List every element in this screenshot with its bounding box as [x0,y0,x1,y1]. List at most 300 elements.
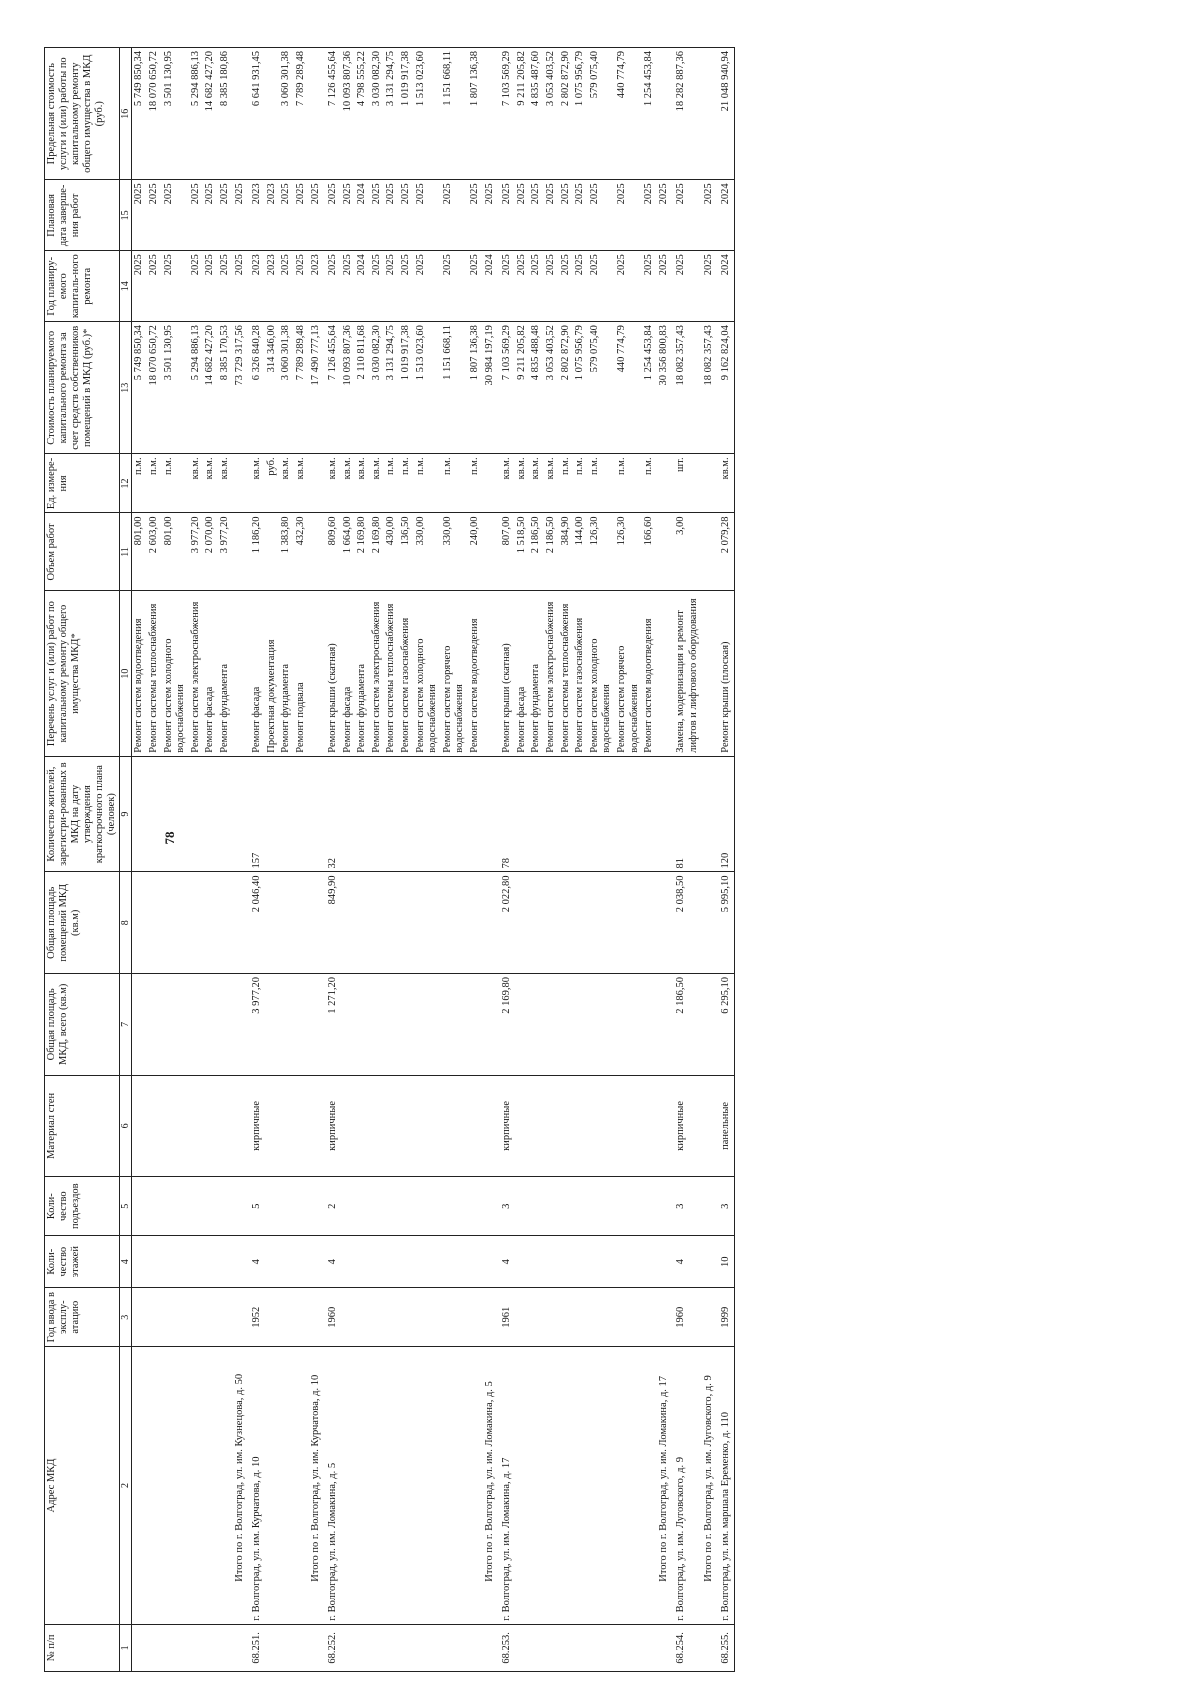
cost-cell: 7 103 569,29 [497,322,515,454]
entrances-cell [529,1177,544,1236]
header-rooms-area: Общая площадь помещений МКД (кв.м) [45,872,120,974]
row-number-cell [529,1624,544,1671]
completion-date-cell: 2025 [384,180,399,251]
work-item-cell [309,591,324,756]
floors-cell [468,1236,483,1288]
floors-cell [265,1236,280,1288]
work-volume-cell: 2 603,00 [147,513,162,591]
work-item-cell: Ремонт фасада [203,591,218,756]
work-volume-cell [702,513,717,591]
completion-date-cell: 2025 [573,180,588,251]
repair-year-cell: 2025 [573,251,588,322]
unit-cell: кв.м. [341,454,356,513]
work-volume-cell [657,513,672,591]
residents-cell [294,756,309,872]
table-row [615,48,642,1672]
completion-date-cell: 2025 [497,180,515,251]
address-cell: г. Волгоград, ул. им. Луговского, д. 9 [671,1347,701,1625]
wall-material-cell [414,1075,441,1177]
row-number-cell [559,1624,574,1671]
address-cell [544,1347,559,1625]
table-row [189,48,204,1672]
entrances-cell: 2 [323,1177,341,1236]
table-row [559,48,574,1672]
year-built-cell [341,1288,356,1347]
residents-cell [529,756,544,872]
unit-cell: кв.м. [279,454,294,513]
wall-material-cell [559,1075,574,1177]
work-volume-cell: 801,00 [162,513,189,591]
entrances-cell [384,1177,399,1236]
work-volume-cell: 384,90 [559,513,574,591]
floors-cell [132,1236,147,1288]
repair-year-cell: 2025 [544,251,559,322]
entrances-cell [203,1177,218,1236]
unit-cell: п.м. [441,454,468,513]
completion-date-cell: 2025 [294,180,309,251]
work-volume-cell: 2 186,50 [529,513,544,591]
rooms-area-cell [657,872,672,974]
residents-cell [399,756,414,872]
repair-year-cell: 2025 [441,251,468,322]
completion-date-cell: 2025 [323,180,341,251]
total-area-cell [441,974,468,1076]
entrances-cell [702,1177,717,1236]
table-row [147,48,162,1672]
rooms-area-cell [233,872,248,974]
work-item-cell: Ремонт систем электроснабжения [370,591,385,756]
total-area-cell [265,974,280,1076]
entrances-cell [642,1177,657,1236]
table-row [323,48,341,1672]
row-number-cell: 68.255. [716,1624,734,1671]
repair-year-cell: 2025 [323,251,341,322]
row-number-cell [147,1624,162,1671]
floors-cell [162,1236,189,1288]
rooms-area-cell [309,872,324,974]
residents-cell [615,756,642,872]
wall-material-cell [309,1075,324,1177]
rooms-area-cell [615,872,642,974]
work-item-cell: Ремонт крыши (скатная) [497,591,515,756]
limit-cost-cell: 4 835 487,60 [529,48,544,180]
wall-material-cell [544,1075,559,1177]
table-row [370,48,385,1672]
repair-year-cell: 2024 [716,251,734,322]
floors-cell [615,1236,642,1288]
completion-date-cell: 2025 [515,180,530,251]
address-cell: Итого по г. Волгоград, ул. им. Ломакина, д. 17 [657,1347,672,1625]
row-number-cell: 68.253. [497,1624,515,1671]
floors-cell: 4 [671,1236,701,1288]
work-item-cell: Ремонт системы теплоснабжения [559,591,574,756]
header-cost: Стоимость планируемого капитального ремонта за счет средств собственников помещений в МКД (руб.)* [45,322,120,454]
year-built-cell [615,1288,642,1347]
cost-cell: 3 131 294,75 [384,322,399,454]
table-row [384,48,399,1672]
floors-cell [218,1236,233,1288]
year-built-cell [529,1288,544,1347]
header-year-built: Год ввода в эксплу-атацию [45,1288,120,1347]
work-volume-cell: 2 079,28 [716,513,734,591]
year-built-cell [189,1288,204,1347]
completion-date-cell: 2025 [414,180,441,251]
header-works: Перечень услуг и (или) работ по капитальному ремонту общего имущества МКД* [45,591,120,756]
wall-material-cell [162,1075,189,1177]
wall-material-cell [515,1075,530,1177]
row-number-cell [203,1624,218,1671]
unit-cell: кв.м. [529,454,544,513]
work-volume-cell [483,513,498,591]
cost-cell: 3 030 082,30 [370,322,385,454]
total-area-cell [189,974,204,1076]
rooms-area-cell [279,872,294,974]
repair-year-cell: 2025 [370,251,385,322]
table-row [294,48,309,1672]
work-item-cell: Ремонт подвала [294,591,309,756]
total-area-cell [218,974,233,1076]
unit-cell: кв.м. [515,454,530,513]
row-number-cell [162,1624,189,1671]
floors-cell [702,1236,717,1288]
rooms-area-cell [147,872,162,974]
work-volume-cell: 2 169,80 [355,513,370,591]
floors-cell: 4 [497,1236,515,1288]
residents-cell [657,756,672,872]
cost-cell: 1 513 023,60 [414,322,441,454]
unit-cell: п.м. [162,454,189,513]
entrances-cell [189,1177,204,1236]
unit-cell [483,454,498,513]
wall-material-cell [341,1075,356,1177]
rooms-area-cell: 2 046,40 [247,872,265,974]
cost-cell: 1 151 668,11 [441,322,468,454]
wall-material-cell [203,1075,218,1177]
cost-cell: 7 126 455,64 [323,322,341,454]
work-item-cell: Ремонт систем водоотведения [132,591,147,756]
col-number: 14 [120,251,132,322]
page-number: 78 [162,831,177,845]
completion-date-cell: 2025 [132,180,147,251]
residents-cell: 78 [497,756,515,872]
total-area-cell: 2 186,50 [671,974,701,1076]
unit-cell: п.м. [384,454,399,513]
year-built-cell [559,1288,574,1347]
unit-cell: кв.м. [247,454,265,513]
residents-cell [233,756,248,872]
cost-cell: 440 774,79 [615,322,642,454]
header-residents: Количество жителей, зарегистри-рованных в МКД на дату утверждения краткосрочного плана (человек) [45,756,120,872]
row-number-cell [544,1624,559,1671]
header-no: № п/п [45,1624,120,1671]
cost-cell: 18 070 650,72 [147,322,162,454]
wall-material-cell [657,1075,672,1177]
entrances-cell [468,1177,483,1236]
unit-cell: п.м. [147,454,162,513]
rooms-area-cell [573,872,588,974]
work-item-cell: Ремонт фундамента [529,591,544,756]
repair-year-cell: 2025 [615,251,642,322]
completion-date-cell: 2025 [309,180,324,251]
limit-cost-cell: 6 641 931,45 [247,48,265,180]
year-built-cell [279,1288,294,1347]
wall-material-cell [147,1075,162,1177]
cost-cell: 14 682 427,20 [203,322,218,454]
work-item-cell: Ремонт фундамента [218,591,233,756]
entrances-cell: 3 [716,1177,734,1236]
work-volume-cell: 432,30 [294,513,309,591]
total-area-cell [341,974,356,1076]
cost-cell: 10 093 807,36 [341,322,356,454]
work-item-cell: Ремонт систем водоотведения [468,591,483,756]
wall-material-cell [399,1075,414,1177]
completion-date-cell: 2025 [559,180,574,251]
limit-cost-cell: 3 053 403,52 [544,48,559,180]
total-area-cell [573,974,588,1076]
floors-cell [279,1236,294,1288]
address-cell [529,1347,544,1625]
floors-cell [370,1236,385,1288]
table-row [441,48,468,1672]
unit-cell: кв.м. [544,454,559,513]
address-cell [341,1347,356,1625]
col-number: 13 [120,322,132,454]
col-number: 2 [120,1347,132,1625]
year-built-cell [399,1288,414,1347]
completion-date-cell: 2023 [247,180,265,251]
cost-cell: 3 053 403,52 [544,322,559,454]
entrances-cell [341,1177,356,1236]
limit-cost-cell: 1 019 917,38 [399,48,414,180]
floors-cell [147,1236,162,1288]
unit-cell: кв.м. [294,454,309,513]
wall-material-cell [615,1075,642,1177]
residents-cell [189,756,204,872]
rooms-area-cell [370,872,385,974]
floors-cell: 4 [247,1236,265,1288]
work-item-cell [233,591,248,756]
completion-date-cell: 2025 [370,180,385,251]
completion-date-cell: 2025 [341,180,356,251]
row-number-cell [441,1624,468,1671]
work-item-cell: Ремонт систем газоснабжения [573,591,588,756]
cost-cell: 30 984 197,19 [483,322,498,454]
rooms-area-cell [441,872,468,974]
residents-cell [147,756,162,872]
row-number-cell [265,1624,280,1671]
unit-cell: кв.м. [218,454,233,513]
year-built-cell [294,1288,309,1347]
repair-year-cell: 2025 [279,251,294,322]
address-cell: г. Волгоград, ул. им. Ломакина, д. 17 [497,1347,515,1625]
entrances-cell [162,1177,189,1236]
unit-cell: п.м. [588,454,615,513]
rooms-area-cell [355,872,370,974]
rooms-area-cell [294,872,309,974]
work-item-cell: Ремонт системы теплоснабжения [147,591,162,756]
repair-year-cell: 2025 [671,251,701,322]
residents-cell [370,756,385,872]
row-number-cell [384,1624,399,1671]
residents-cell [573,756,588,872]
year-built-cell [162,1288,189,1347]
work-item-cell [702,591,717,756]
col-number: 4 [120,1236,132,1288]
total-area-cell [615,974,642,1076]
rooms-area-cell [414,872,441,974]
wall-material-cell [265,1075,280,1177]
work-item-cell: Ремонт систем газоснабжения [399,591,414,756]
unit-cell: кв.м. [497,454,515,513]
wall-material-cell: кирпичные [247,1075,265,1177]
col-number: 5 [120,1177,132,1236]
repair-year-cell: 2025 [529,251,544,322]
completion-date-cell: 2025 [615,180,642,251]
table-row [544,48,559,1672]
work-volume-cell: 240,00 [468,513,483,591]
residents-cell [309,756,324,872]
total-area-cell [515,974,530,1076]
wall-material-cell: кирпичные [671,1075,701,1177]
unit-cell [233,454,248,513]
year-built-cell: 1960 [323,1288,341,1347]
repair-year-cell: 2025 [642,251,657,322]
wall-material-cell [441,1075,468,1177]
address-cell [132,1347,147,1625]
year-built-cell [233,1288,248,1347]
repair-year-cell: 2025 [233,251,248,322]
repair-year-cell: 2025 [702,251,717,322]
entrances-cell [218,1177,233,1236]
total-area-cell [642,974,657,1076]
wall-material-cell [294,1075,309,1177]
work-item-cell: Ремонт крыши (скатная) [323,591,341,756]
work-item-cell: Ремонт систем электроснабжения [544,591,559,756]
completion-date-cell: 2025 [468,180,483,251]
work-volume-cell: 801,00 [132,513,147,591]
rooms-area-cell [588,872,615,974]
table-row [642,48,657,1672]
residents-cell [483,756,498,872]
floors-cell [294,1236,309,1288]
column-number-row [120,48,132,1672]
year-built-cell [702,1288,717,1347]
floors-cell [341,1236,356,1288]
entrances-cell [355,1177,370,1236]
total-area-cell [468,974,483,1076]
repair-year-cell: 2025 [414,251,441,322]
repair-year-cell: 2025 [203,251,218,322]
completion-date-cell: 2025 [544,180,559,251]
residents-cell [384,756,399,872]
work-item-cell: Ремонт систем холодного водоснабжения [162,591,189,756]
residents-cell [341,756,356,872]
cost-cell: 7 789 289,48 [294,322,309,454]
limit-cost-cell: 3 060 301,38 [279,48,294,180]
row-number-cell [657,1624,672,1671]
table-row [265,48,280,1672]
limit-cost-cell [657,48,672,180]
total-area-cell [294,974,309,1076]
total-area-cell [162,974,189,1076]
floors-cell: 4 [323,1236,341,1288]
completion-date-cell: 2025 [233,180,248,251]
work-item-cell: Ремонт систем электроснабжения [189,591,204,756]
completion-date-cell: 2025 [399,180,414,251]
unit-cell [702,454,717,513]
wall-material-cell [132,1075,147,1177]
address-cell: г. Волгоград, ул. им. маршала Еременко, д. 110 [716,1347,734,1625]
address-cell [203,1347,218,1625]
table-row [497,48,515,1672]
row-number-cell [309,1624,324,1671]
completion-date-cell: 2024 [716,180,734,251]
total-area-cell [414,974,441,1076]
work-item-cell: Ремонт систем водоотведения [642,591,657,756]
row-number-cell [355,1624,370,1671]
repair-year-cell: 2024 [483,251,498,322]
cost-cell: 18 082 357,43 [702,322,717,454]
residents-cell: 120 [716,756,734,872]
floors-cell [203,1236,218,1288]
wall-material-cell [468,1075,483,1177]
unit-cell: п.м. [573,454,588,513]
entrances-cell [588,1177,615,1236]
limit-cost-cell: 1 807 136,38 [468,48,483,180]
limit-cost-cell: 7 103 569,29 [497,48,515,180]
row-number-cell [279,1624,294,1671]
rooms-area-cell [702,872,717,974]
rooms-area-cell [132,872,147,974]
total-area-cell [588,974,615,1076]
header-repair-year: Год планиру-емого капиталь-ного ремонта [45,251,120,322]
residents-cell [414,756,441,872]
total-area-cell [702,974,717,1076]
total-area-cell [544,974,559,1076]
rooms-area-cell [399,872,414,974]
row-number-cell [483,1624,498,1671]
total-area-cell: 3 977,20 [247,974,265,1076]
floors-cell [588,1236,615,1288]
floors-cell [414,1236,441,1288]
floors-cell [515,1236,530,1288]
header-floors: Коли-чество этажей [45,1236,120,1288]
wall-material-cell [529,1075,544,1177]
work-volume-cell: 126,30 [588,513,615,591]
work-item-cell: Ремонт фундамента [279,591,294,756]
year-built-cell [515,1288,530,1347]
year-built-cell [468,1288,483,1347]
rooms-area-cell [189,872,204,974]
wall-material-cell [279,1075,294,1177]
entrances-cell [573,1177,588,1236]
limit-cost-cell: 579 075,40 [588,48,615,180]
rooms-area-cell [642,872,657,974]
row-number-cell: 68.251. [247,1624,265,1671]
residents-cell [355,756,370,872]
rooms-area-cell [468,872,483,974]
total-area-cell [355,974,370,1076]
residents-cell [702,756,717,872]
header-entrances: Коли-чество подъездов [45,1177,120,1236]
work-volume-cell [265,513,280,591]
year-built-cell [384,1288,399,1347]
year-built-cell [309,1288,324,1347]
wall-material-cell [588,1075,615,1177]
work-volume-cell: 3 977,20 [189,513,204,591]
limit-cost-cell [483,48,498,180]
work-volume-cell [233,513,248,591]
